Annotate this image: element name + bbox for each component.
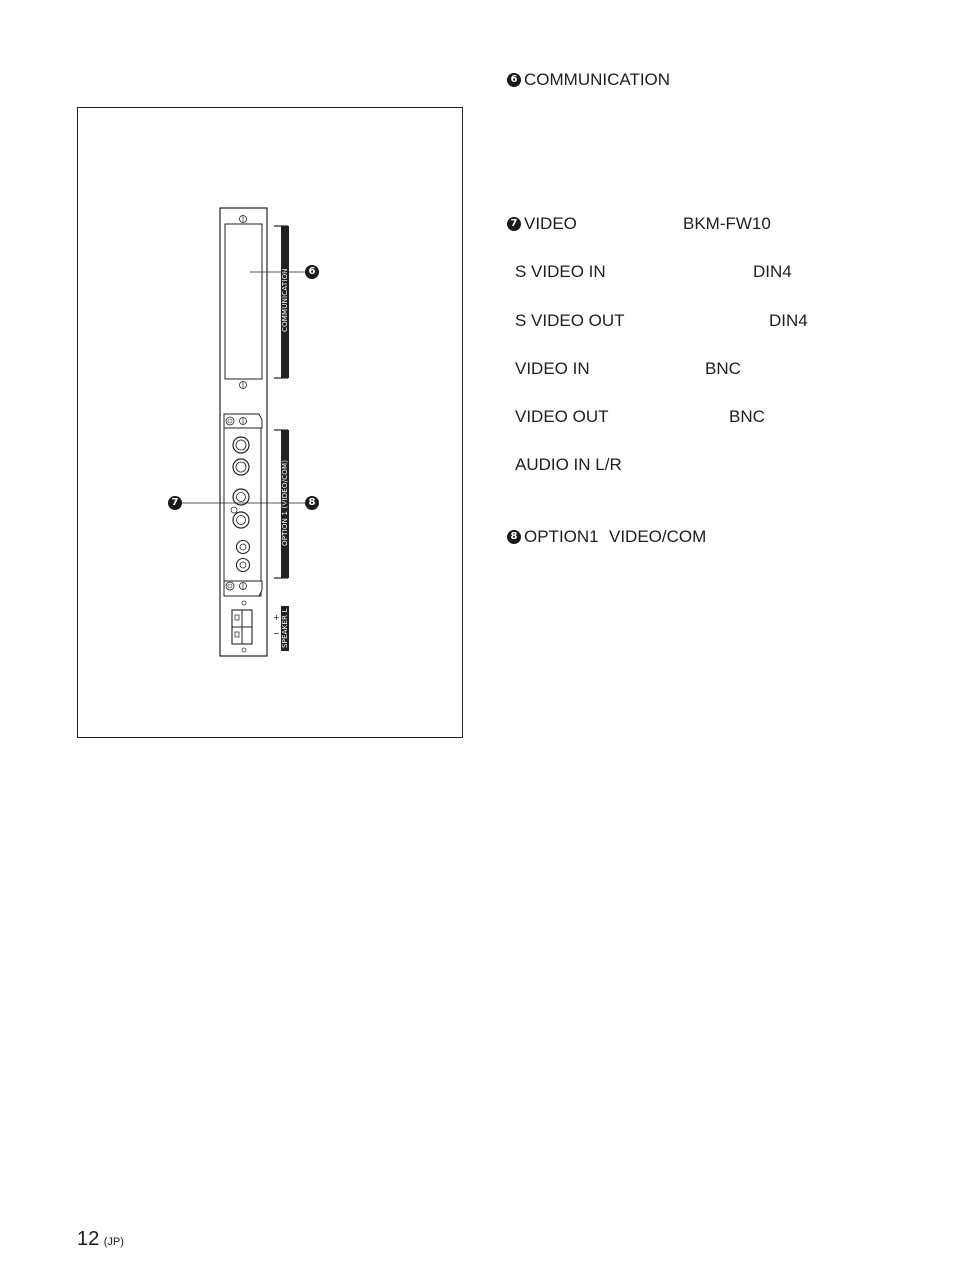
callout-8-badge: 8 <box>507 530 521 544</box>
rear-panel-illustration <box>78 108 464 739</box>
callout-7-badge: 7 <box>507 217 521 231</box>
connector-label: VIDEO IN <box>515 359 590 378</box>
page-suffix: (JP) <box>103 1236 124 1248</box>
connector-label: VIDEO OUT <box>515 407 609 426</box>
item-8-subtitle: VIDEO/COM <box>609 527 707 546</box>
item-7-title: VIDEO <box>524 214 577 233</box>
connector-label: AUDIO IN L/R <box>515 455 622 474</box>
figure-callout-6: 6 <box>305 265 319 279</box>
figure-callout-7: 7 <box>168 496 182 510</box>
communication-vertical-label: COMMUNICATION <box>281 268 289 332</box>
connector-spec: BNC <box>705 359 741 378</box>
figure-callout-8: 8 <box>305 496 319 510</box>
option-slot <box>224 414 267 596</box>
connector-label: S VIDEO IN <box>515 262 606 281</box>
connector-spec: BNC <box>729 407 765 426</box>
item-7-model: BKM-FW10 <box>683 214 771 233</box>
speaker-vertical-label: SPEAKER L <box>281 608 289 648</box>
connector-spec: DIN4 <box>753 262 792 281</box>
figure-frame <box>77 107 463 738</box>
option-vertical-label: OPTION 1 (VIDEO/COM) <box>281 459 289 546</box>
connector-spec: DIN4 <box>769 311 808 330</box>
speaker-minus-label: − <box>273 629 280 638</box>
callout-6-badge: 6 <box>507 73 521 87</box>
connector-label: S VIDEO OUT <box>515 311 625 330</box>
item-8-title: OPTION1 <box>524 527 599 546</box>
speaker-plus-label: + <box>273 613 280 622</box>
page-number: 12 <box>77 1228 100 1250</box>
communication-opening <box>225 224 262 379</box>
communication-slot <box>225 210 267 394</box>
page-footer <box>77 1228 124 1250</box>
item-6-title: COMMUNICATION <box>524 70 671 89</box>
